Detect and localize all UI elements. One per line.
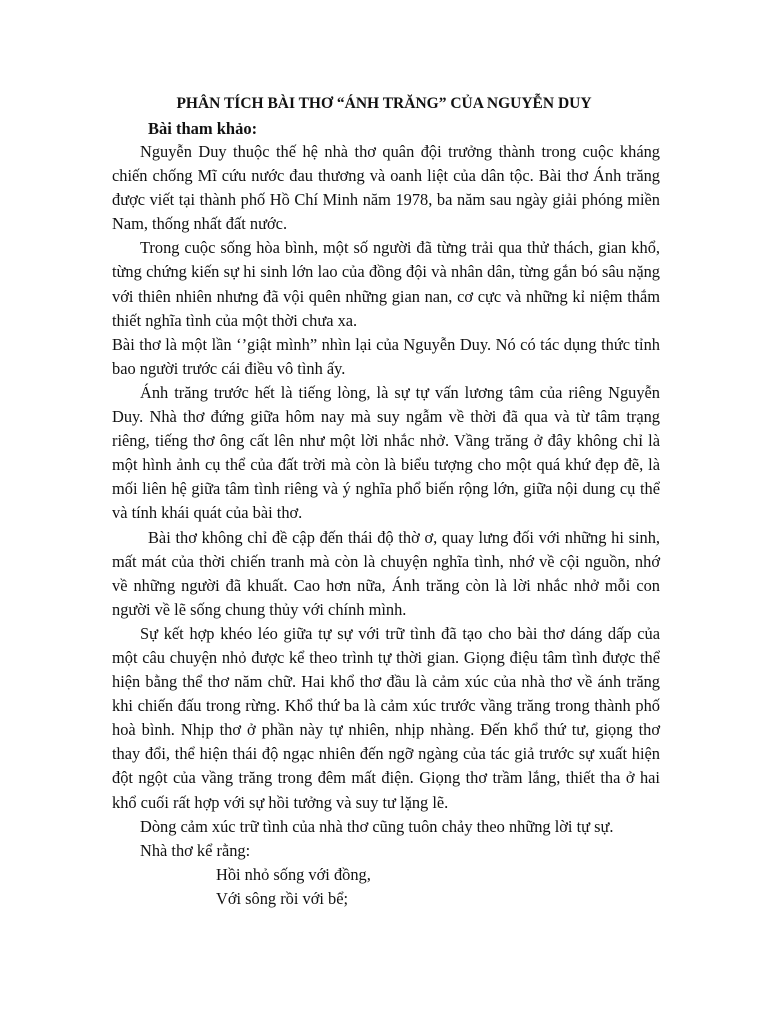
document-title: PHÂN TÍCH BÀI THƠ “ÁNH TRĂNG” CỦA NGUYỄN DUY xyxy=(176,95,592,112)
document-body xyxy=(112,140,660,911)
poem-line: Với sông rồi với bể; xyxy=(216,888,349,908)
section-subheading: Bài tham khảo: xyxy=(148,119,258,138)
paragraph-ke-rang: Nhà thơ kể rằng: xyxy=(140,840,251,860)
paragraph-context: Trong cuộc sống hòa bình, một số người đã từng trải qua thử thách, gian khổ, từng chứng kiến sự hi sinh lớn lao của đồng đội và nhân dân, từng gắn bó sâu nặng với thiên nhiên nhưng đã vội quên những gian nan, cơ cực và những kỉ niệm thắm thiết nghĩa tình của một thời chưa xa. xyxy=(112,238,660,330)
paragraph-dong-cam-xuc: Dòng cảm xúc trữ tình của nhà thơ cũng tuôn chảy theo những lời tự sự. xyxy=(140,816,614,836)
paragraph-intro: Nguyễn Duy thuộc thế hệ nhà thơ quân đội trưởng thành trong cuộc kháng chiến chống Mĩ cứu nước đau thương và oanh liệt của dân tộc. Bài thơ Ánh trăng được viết tại thành phố Hồ Chí Minh năm 1978, ba năm sau ngày giải phóng miền Nam, thống nhất đất nước. xyxy=(112,142,660,234)
paragraph-giat-minh: Bài thơ là một lần ‘’giật mình” nhìn lại của Nguyễn Duy. Nó có tác dụng thức tỉnh bao người trước cái điều vô tình ấy. xyxy=(112,334,660,378)
poem-line: Hồi nhỏ sống với đồng, xyxy=(216,864,371,884)
paragraph-tu-su-tru-tinh: Sự kết hợp khéo léo giữa tự sự với trữ tình đã tạo cho bài thơ dáng dấp của một câu chuyện nhỏ được kể theo trình tự thời gian. Giọng điệu tâm tình được thể hiện bằng thể thơ năm chữ. Hai khổ thơ đầu là cảm xúc của nhà thơ về ánh trăng khi chiến đấu trong rừng. Khổ thứ ba là cảm xúc trước vầng trăng trong thành phố hoà bình. Nhịp thơ ở phần này tự nhiên, nhịp nhàng. Đến khổ thứ tư, giọng thơ thay đổi, thể hiện thái độ ngạc nhiên đến ngỡ ngàng của tác giả trước sự xuất hiện đột ngột của vầng trăng trong đêm mất điện. Giọng thơ trầm lắng, thiết tha ở hai khổ cuối rất hợp với sự hồi tưởng và suy tư lặng lẽ. xyxy=(112,623,660,812)
paragraph-thai-do: Bài thơ không chỉ đề cập đến thái độ thờ ơ, quay lưng đối với những hi sinh, mất mát của thời chiến tranh mà còn là chuyện nghĩa tình, nhớ về cội nguồn, nhớ về những người đã khuất. Cao hơn nữa, Ánh trăng còn là lời nhắc nhở mỗi con người về lẽ sống chung thủy với chính mình. xyxy=(112,527,660,619)
poem-excerpt xyxy=(112,863,660,911)
paragraph-tieng-long: Ánh trăng trước hết là tiếng lòng, là sự tự vấn lương tâm của riêng Nguyễn Duy. Nhà thơ đứng giữa hôm nay mà suy ngẫm về thời đã qua và từ tâm trạng riêng, tiếng thơ ông cất lên như một lời nhắc nhở. Vầng trăng ở đây không chỉ là một hình ảnh cụ thể của đất trời mà còn là biểu tượng cho một quá khứ đẹp đẽ, là mối liên hệ giữa tâm tình riêng và ý nghĩa phổ biến rộng lớn, giữa nội dung cụ thể và tính khái quát của bài thơ. xyxy=(112,382,660,523)
